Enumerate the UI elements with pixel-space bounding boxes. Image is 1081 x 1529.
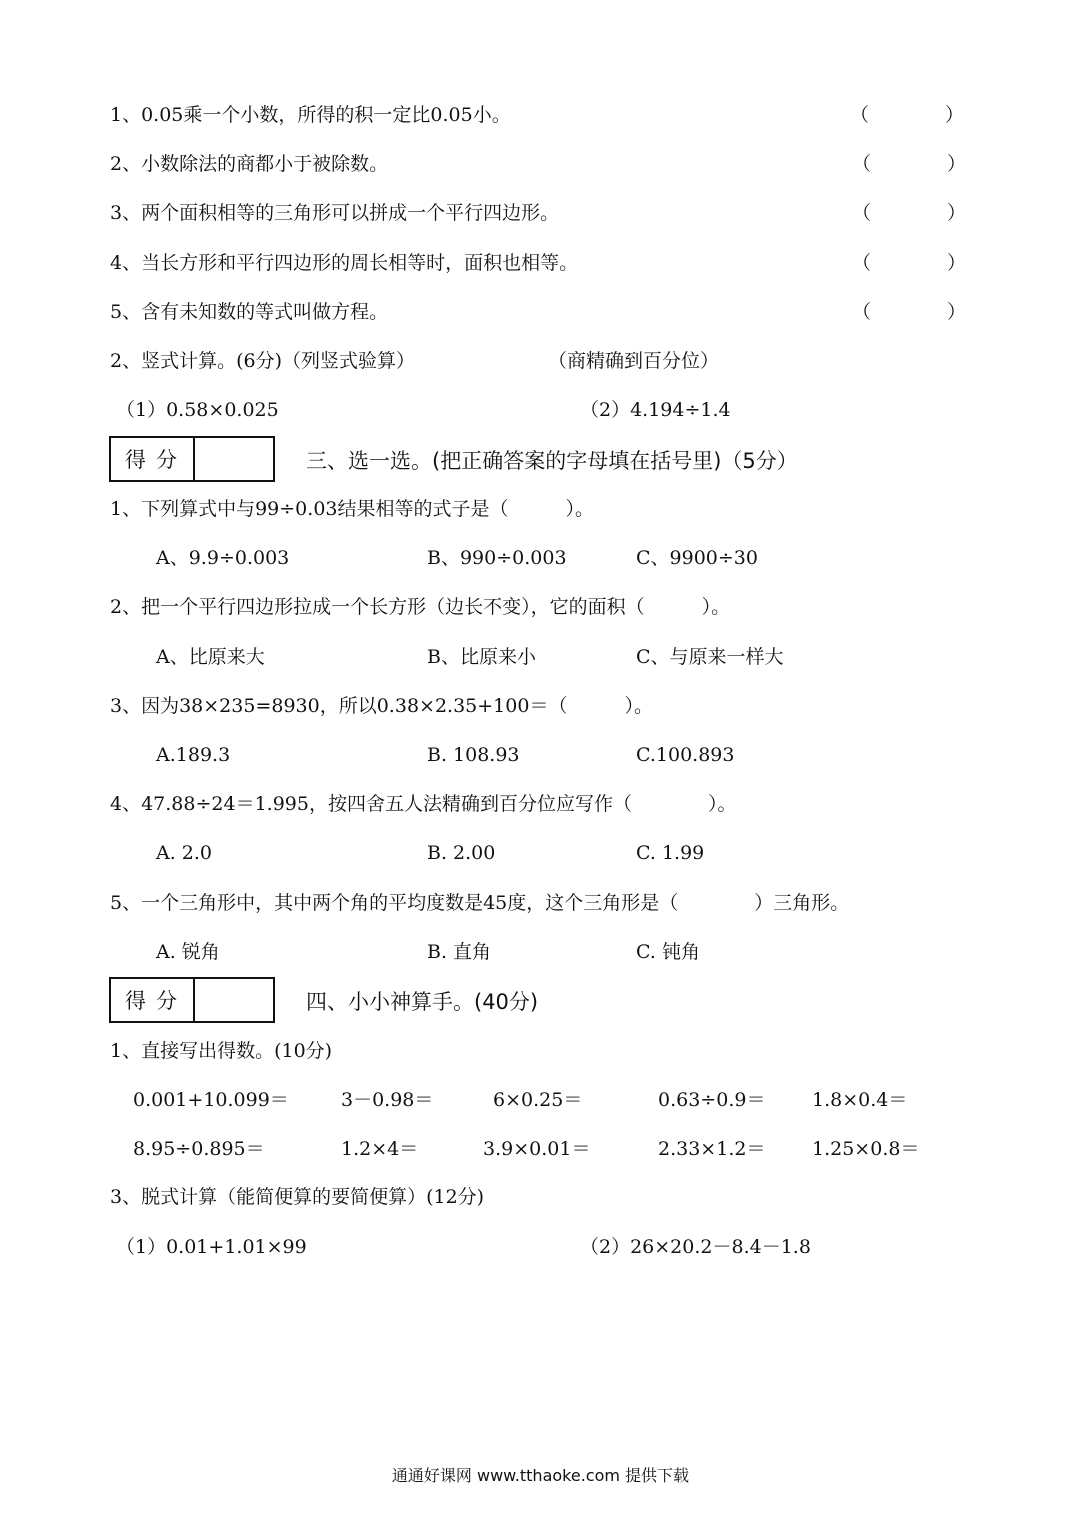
choice-q2-option-a[interactable]: A、比原来大: [156, 646, 265, 668]
score-input[interactable]: [195, 979, 273, 1021]
choice-q4-option-a[interactable]: A. 2.0: [156, 842, 213, 864]
vertical-calc-note: （商精确到百分位）: [548, 350, 720, 372]
footer-source-link[interactable]: 通通好课网 www.tthaoke.com 提供下载: [391, 1466, 690, 1485]
score-label: 得分: [111, 979, 195, 1021]
judge-paren-3[interactable]: （ ）: [852, 202, 967, 224]
score-input[interactable]: [195, 438, 273, 480]
direct-calc-r2c3: 3.9×0.01＝: [483, 1138, 591, 1160]
step-calc-title: 3、脱式计算（能简便算的要简便算）(12分): [110, 1186, 485, 1208]
choice-q5-option-c[interactable]: C. 钝角: [636, 941, 700, 963]
direct-calc-r2c5: 1.25×0.8＝: [812, 1138, 920, 1160]
direct-calc-r2c1: 8.95÷0.895＝: [133, 1138, 265, 1160]
choice-q1: 1、下列算式中与99÷0.03结果相等的式子是（ ）。: [110, 498, 594, 520]
judge-paren-4[interactable]: （ ）: [852, 252, 967, 274]
choice-q4: 4、47.88÷24＝1.995，按四舍五人法精确到百分位应写作（ ）。: [110, 793, 737, 815]
direct-calc-r2c2: 1.2×4＝: [341, 1138, 419, 1160]
choice-q3: 3、因为38×235=8930，所以0.38×2.35+100＝（ ）。: [110, 695, 653, 717]
choice-q1-option-a[interactable]: A、9.9÷0.003: [156, 547, 290, 569]
judge-item-1: 1、0.05乘一个小数，所得的积一定比0.05小。: [110, 104, 511, 126]
judge-item-2: 2、小数除法的商都小于被除数。: [110, 153, 389, 175]
choice-q2-option-b[interactable]: B、比原来小: [427, 646, 536, 668]
direct-calc-title: 1、直接写出得数。(10分): [110, 1040, 333, 1062]
judge-item-5: 5、含有未知数的等式叫做方程。: [110, 301, 389, 323]
direct-calc-r2c4: 2.33×1.2＝: [658, 1138, 766, 1160]
choice-q4-option-c[interactable]: C. 1.99: [636, 842, 705, 864]
choice-q5-option-a[interactable]: A. 锐角: [156, 941, 220, 963]
section-3-title: 三、选一选。(把正确答案的字母填在括号里)（5分）: [306, 449, 798, 473]
choice-q5-option-b[interactable]: B. 直角: [427, 941, 492, 963]
vertical-calc-title: 2、竖式计算。(6分)（列竖式验算）: [110, 350, 416, 372]
direct-calc-r1c2: 3－0.98＝: [341, 1089, 434, 1111]
step-calc-q2: （2）26×20.2－8.4－1.8: [580, 1236, 811, 1258]
direct-calc-r1c4: 0.63÷0.9＝: [658, 1089, 766, 1111]
score-box-section-4: [109, 977, 275, 1023]
choice-q1-option-c[interactable]: C、9900÷30: [636, 547, 758, 569]
section-4-title: 四、小小神算手。(40分): [306, 990, 539, 1014]
judge-item-4: 4、当长方形和平行四边形的周长相等时，面积也相等。: [110, 252, 579, 274]
judge-paren-5[interactable]: （ ）: [852, 301, 967, 323]
direct-calc-r1c5: 1.8×0.4＝: [812, 1089, 908, 1111]
score-label: 得分: [111, 438, 195, 480]
judge-item-3: 3、两个面积相等的三角形可以拼成一个平行四边形。: [110, 202, 560, 224]
choice-q3-option-c[interactable]: C.100.893: [636, 744, 735, 766]
choice-q1-option-b[interactable]: B、990÷0.003: [427, 547, 567, 569]
choice-q3-option-b[interactable]: B. 108.93: [427, 744, 520, 766]
step-calc-q1: （1）0.01+1.01×99: [116, 1236, 307, 1258]
direct-calc-r1c1: 0.001+10.099＝: [133, 1089, 289, 1111]
choice-q5: 5、一个三角形中，其中两个角的平均度数是45度，这个三角形是（ ）三角形。: [110, 892, 850, 914]
judge-paren-2[interactable]: （ ）: [852, 153, 967, 175]
choice-q2: 2、把一个平行四边形拉成一个长方形（边长不变），它的面积（ ）。: [110, 596, 731, 618]
judge-paren-1[interactable]: （ ）: [850, 104, 965, 126]
vertical-calc-q2: （2）4.194÷1.4: [580, 399, 731, 421]
choice-q4-option-b[interactable]: B. 2.00: [427, 842, 496, 864]
choice-q2-option-c[interactable]: C、与原来一样大: [636, 646, 784, 668]
vertical-calc-q1: （1）0.58×0.025: [116, 399, 279, 421]
score-box-section-3: [109, 436, 275, 482]
choice-q3-option-a[interactable]: A.189.3: [156, 744, 231, 766]
direct-calc-r1c3: 6×0.25＝: [493, 1089, 583, 1111]
